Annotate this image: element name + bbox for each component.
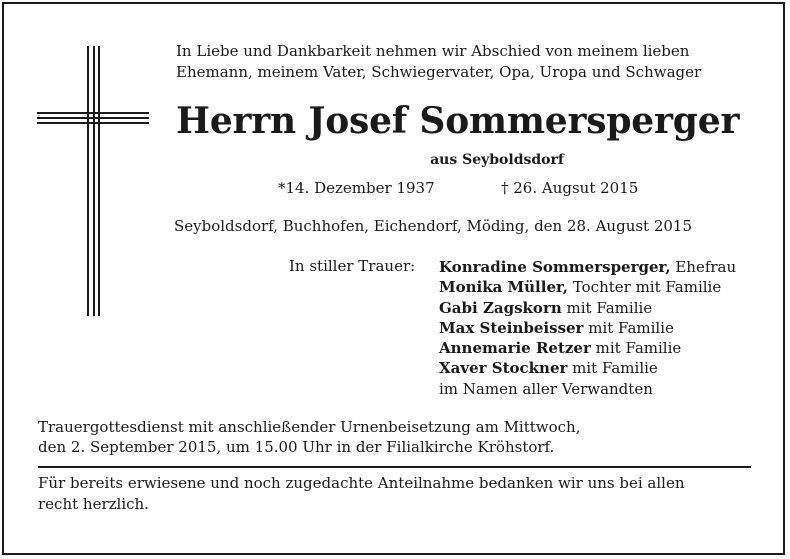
death-date: † 26. Augsut 2015 [501, 179, 639, 197]
mourner-entry: Gabi Zagskorn mit Familie [439, 298, 653, 317]
mourner-entry: Konradine Sommersperger, Ehefrau [439, 258, 737, 276]
divider [38, 466, 751, 468]
service-line-1: Trauergottesdienst mit anschließender Urnenbeisetzung am Mittwoch, [38, 418, 581, 436]
birth-date: *14. Dezember 1937 [278, 179, 435, 197]
mourning-label: In stiller Trauer: [289, 257, 416, 275]
intro-line-2: Ehemann, meinem Vater, Schwiegervater, Opa, Uropa und Schwager [176, 63, 702, 81]
intro-line-1: In Liebe und Dankbarkeit nehmen wir Abschied von meinem lieben [176, 42, 690, 60]
mourner-entry: Xaver Stockner mit Familie [439, 359, 658, 378]
service-line-2: den 2. September 2015, um 15.00 Uhr in der Filialkirche Kröhstorf. [38, 438, 555, 456]
deceased-origin: aus Seyboldsdorf [430, 152, 564, 168]
thanks-line-2: recht herzlich. [38, 495, 149, 513]
mourner-entry: Monika Müller, Tochter mit Familie [439, 278, 722, 297]
thanks-line-1: Für bereits erwiesene und noch zugedachte Anteilnahme bedanken wir uns bei allen [38, 474, 685, 492]
mourner-entry: Annemarie Retzer mit Familie [439, 339, 682, 358]
mourner-entry: im Namen aller Verwandten [439, 379, 653, 398]
mourners-list [439, 257, 736, 399]
cross-icon [37, 46, 149, 316]
deceased-name: Herrn Josef Sommersperger [176, 100, 740, 142]
mourner-entry: Max Steinbeisser mit Familie [439, 318, 674, 337]
place-and-date: Seyboldsdorf, Buchhofen, Eichendorf, Möding, den 28. August 2015 [174, 217, 693, 235]
